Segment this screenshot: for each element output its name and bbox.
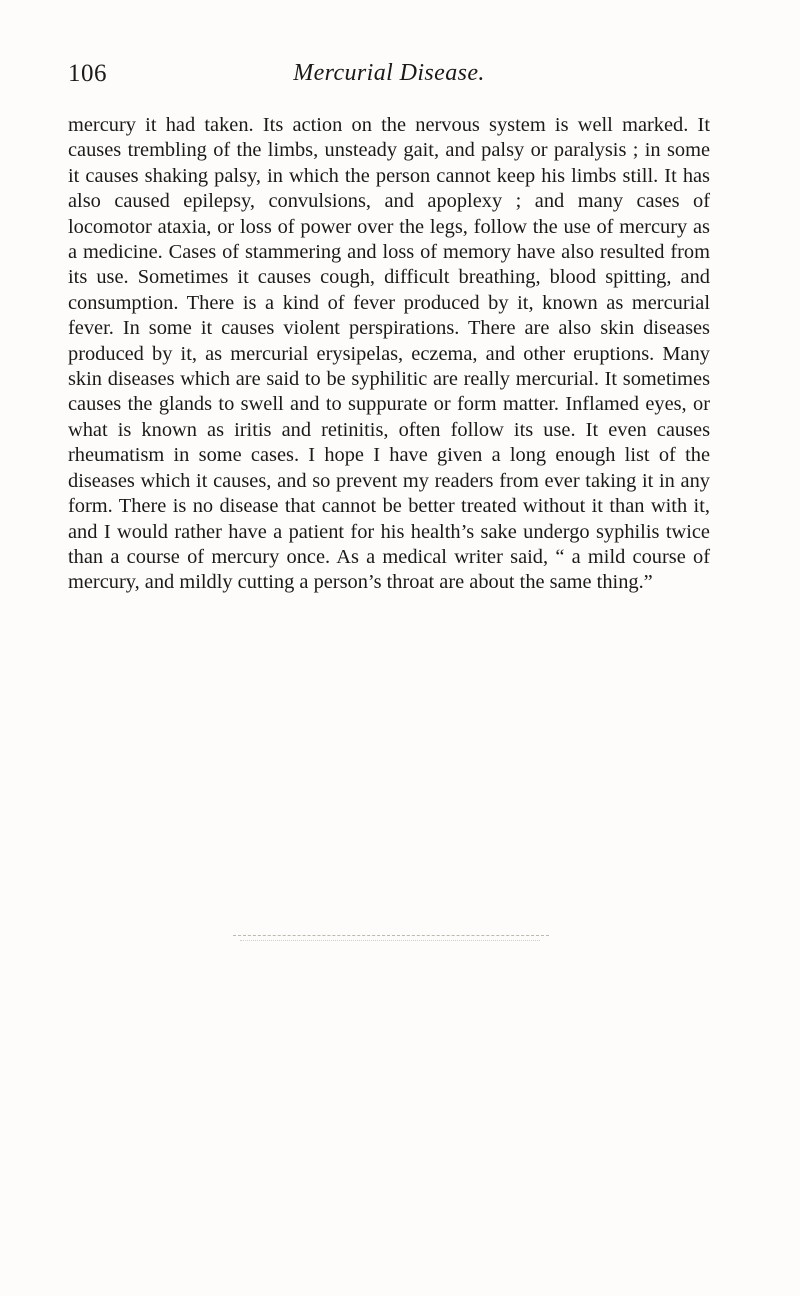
section-divider [233, 935, 549, 936]
page-number: 106 [68, 60, 107, 87]
body-paragraph: mercury it had taken. Its action on the nervous system is well marked. It causes trembling of the limbs, unsteady gait, and palsy or paralysis ; in some it causes shaking palsy, in which the person cannot keep his limbs still. It has also caused epilepsy, convulsions, and apoplexy ; and many cases of locomotor ataxia, or loss of power over the legs, follow the use of mercury as a medicine. Cases of stammering and loss of memory have also resulted from its use. Sometimes it causes cough, difficult breathing, blood spitting, and consumption. There is a kind of fever produced by it, known as mercurial fever. In some it causes violent perspirations. There are also skin diseases produced by it, as mercurial erysipelas, eczema, and other eruptions. Many skin diseases which are said to be syphilitic are really mercurial. It sometimes causes the glands to swell and to suppurate or form matter. Inflamed eyes, or what is known as iritis and retinitis, often follow its use. It even causes rheumatism in some cases. I hope I have given a long enough list of the diseases which it causes, and so prevent my readers from ever taking it in any form. There is no disease that cannot be better treated without it than with it, and I would rather have a patient for his health’s sake undergo syphilis twice than a course of mercury once. As a medical writer said, “ a mild course of mercury, and mildly cutting a person’s throat are about the same thing.” [68, 114, 710, 594]
page-header [68, 60, 710, 96]
running-title: Mercurial Disease. [293, 60, 485, 86]
section-divider-faint [240, 940, 540, 941]
